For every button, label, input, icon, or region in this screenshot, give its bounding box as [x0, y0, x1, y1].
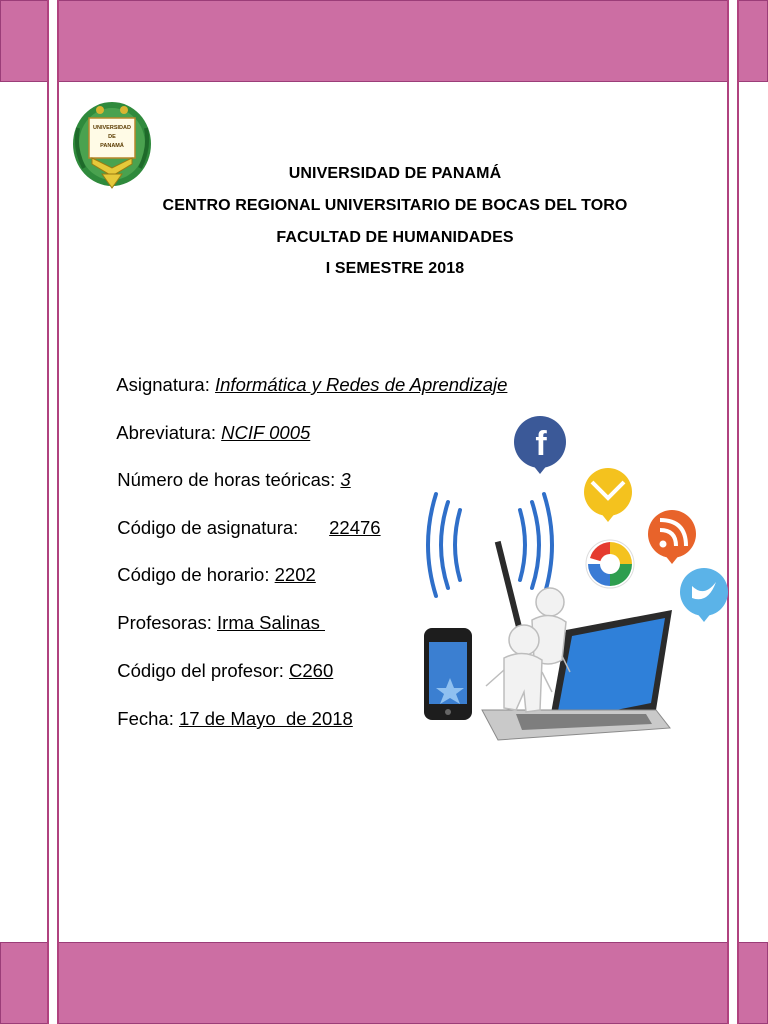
top-center-band [58, 0, 728, 82]
field-profesoras [107, 590, 325, 634]
frame-line-right-outer [737, 0, 739, 1024]
seal-line-1: UNIVERSIDAD [93, 125, 131, 131]
google-icon [586, 540, 634, 588]
frame-line-left-outer [47, 0, 49, 1024]
faculty-title: FACULTAD DE HUMANIDADES [276, 229, 514, 246]
regional-center-title: CENTRO REGIONAL UNIVERSITARIO DE BOCAS DEL TORO [162, 197, 628, 214]
top-left-band [0, 0, 48, 82]
field-value: Irma Salinas [217, 612, 325, 633]
field-fecha [107, 686, 353, 730]
wifi-waves-icon [428, 494, 552, 596]
field-label: Código de asignatura: [117, 517, 330, 538]
field-asignatura [107, 352, 507, 396]
seal-line-3: PANAMÁ [100, 143, 124, 149]
field-horas-teoricas [107, 447, 351, 491]
field-label: Profesoras: [117, 612, 218, 633]
twitter-icon [680, 568, 728, 622]
frame-line-left-inner [57, 0, 59, 1024]
field-abreviatura [107, 400, 310, 444]
field-codigo-profesor [107, 638, 333, 682]
bottom-center-band [58, 942, 728, 1024]
email-icon [584, 468, 632, 522]
field-value: 22476 [329, 517, 381, 538]
field-value: 2202 [274, 564, 316, 585]
rss-icon [648, 510, 696, 564]
top-right-band [738, 0, 768, 82]
field-label: Número de horas teóricas: [117, 469, 341, 490]
bottom-right-band [738, 942, 768, 1024]
field-label: Abreviatura: [116, 422, 222, 443]
field-label: Código de horario: [117, 564, 275, 585]
smartphone-icon [424, 628, 472, 720]
university-title: UNIVERSIDAD DE PANAMÁ [288, 165, 502, 182]
field-value: 3 [340, 469, 351, 490]
semester-title: I SEMESTRE 2018 [325, 260, 465, 277]
network-illustration [420, 410, 732, 750]
facebook-icon [514, 416, 566, 474]
field-label: Fecha: [117, 708, 179, 729]
bottom-left-band [0, 942, 48, 1024]
field-value: C260 [289, 660, 334, 681]
seal-line-2: DE [108, 134, 116, 140]
field-label: Código del profesor: [117, 660, 290, 681]
field-label: Asignatura: [116, 374, 215, 395]
field-codigo-asignatura [107, 495, 381, 539]
field-value: Informática y Redes de Aprendizaje [215, 374, 508, 395]
field-value: NCIF 0005 [221, 422, 311, 443]
field-value: 17 de Mayo de 2018 [178, 708, 353, 729]
field-codigo-horario [107, 542, 316, 586]
facebook-letter: f [535, 425, 547, 463]
